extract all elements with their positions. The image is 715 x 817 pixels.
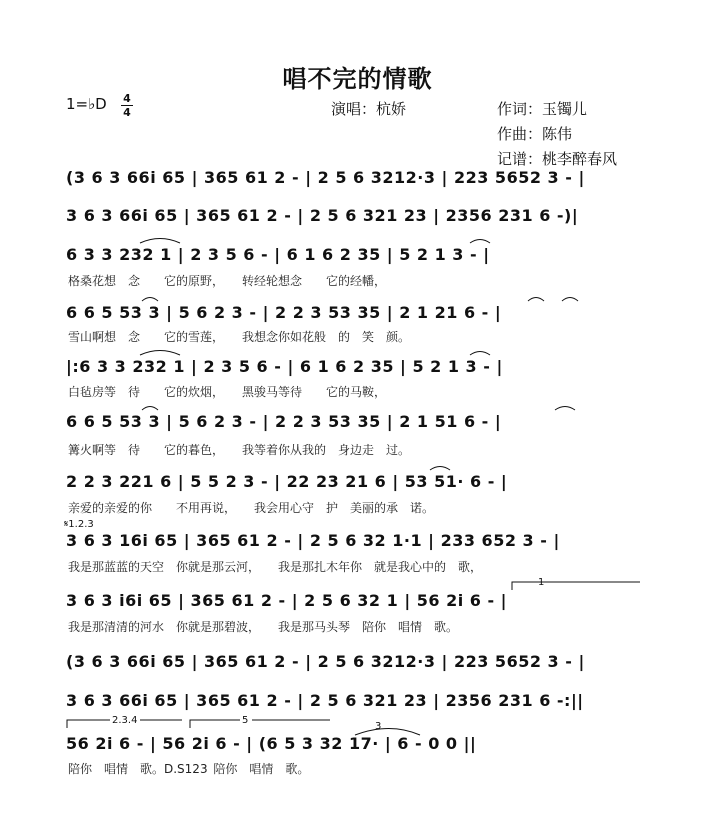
lyric-text: 陪你 唱情 歌。D.S123 陪你 唱情 歌。: [68, 762, 310, 776]
volta-five-label: 5: [242, 715, 249, 726]
triplet-label: 3: [375, 721, 382, 732]
lyric-row: 我是那清清的河水 你就是那碧波， 我是那马头琴 陪你 唱情 歌。: [68, 620, 459, 634]
notation-text: 3 6 3 16i 65 | 365 61 2 - | 2 5 6 32 1·1 | 233 652 3 - |: [66, 531, 560, 550]
lyric-row: 格桑花想 念 它的原野， 转经轮想念 它的经幡，: [68, 274, 387, 288]
notation-text: (3 6 3 66i 65 | 365 61 2 - | 2 5 6 3212·3 | 223 5652 3 - |: [66, 652, 585, 671]
notation-text: |:6 3 3 232 1 | 2 3 5 6 - | 6 1 6 2 35 | 5 2 1 3 - |: [66, 357, 503, 376]
notation-row: [66, 691, 648, 715]
segno-marker: 𝄋1.2.3: [64, 519, 94, 530]
notation-text: 6 3 3 232 1 | 2 3 5 6 - | 6 1 6 2 35 | 5 2 1 3 - |: [66, 245, 490, 264]
notation-text: 2 2 3 221 6 | 5 5 2 3 - | 22 23 21 6 | 53 51· 6 - |: [66, 472, 508, 491]
notation-text: 3 6 3 i6i 65 | 365 61 2 - | 2 5 6 32 1 | 56 2i 6 - |: [66, 591, 508, 610]
lyric-row: 我是那蓝蓝的天空 你就是那云河， 我是那扎木年你 就是我心中的 歌，: [68, 560, 483, 574]
lyric-row: 篝火啊等 待 它的暮色， 我等着你从我的 身边走 过。: [68, 443, 411, 457]
song-title: 唱不完的情歌: [282, 65, 433, 93]
notation-text: 6 6 5 53 3 | 5 6 2 3 - | 2 2 3 53 35 | 2 1 21 6 - |: [66, 303, 502, 322]
notation-text: (3 6 3 66i 65 | 365 61 2 - | 2 5 6 3212·3 | 223 5652 3 - |: [66, 168, 585, 187]
notation-row: [66, 206, 648, 230]
volta-one-label: 1: [538, 577, 545, 588]
key-text: 1=♭D: [66, 95, 107, 113]
notation-row: [66, 472, 648, 496]
notation-row: [66, 303, 648, 327]
notation-row: [66, 531, 648, 555]
notation-row: [66, 357, 648, 381]
notation-row: [66, 168, 648, 192]
lyricist-credit: 作词：玉镯儿: [497, 100, 588, 118]
notation-text: 3 6 3 66i 65 | 365 61 2 - | 2 5 6 321 23 | 2356 231 6 -:||: [66, 691, 584, 710]
notation-text: 56 2i 6 - | 56 2i 6 - | (6 5 3 32 17· | 6 - 0 0 ||: [66, 734, 477, 753]
lyric-row: [68, 760, 648, 778]
notation-row: [66, 245, 648, 269]
key-signature: [66, 95, 107, 113]
transcriber-credit: 记谱：桃李醉春风: [497, 150, 618, 168]
meter-top: 4: [123, 92, 131, 105]
notation-text: 3 6 3 66i 65 | 365 61 2 - | 2 5 6 321 23 | 2356 231 6 -)|: [66, 206, 579, 225]
notation-row: [66, 412, 648, 436]
notation-row: [66, 652, 648, 676]
notation-row: [66, 734, 648, 758]
meter-bottom: 4: [123, 106, 131, 119]
singer-credit: 演唱：杭娇: [331, 100, 407, 118]
composer-credit: 作曲：陈伟: [497, 125, 573, 143]
notation-row: [66, 591, 648, 615]
lyric-row: 亲爱的亲爱的你 不用再说， 我会用心守 护 美丽的承 诺。: [68, 501, 435, 515]
volta-234-label: 2.3.4: [112, 715, 138, 726]
lyric-row: 雪山啊想 念 它的雪莲， 我想念你如花般 的 笑 颜。: [68, 330, 411, 344]
notation-text: 6 6 5 53 3 | 5 6 2 3 - | 2 2 3 53 35 | 2 1 51 6 - |: [66, 412, 502, 431]
lyric-row: 白毡房等 待 它的炊烟， 黑骏马等待 它的马鞍，: [68, 385, 387, 399]
time-signature: [121, 93, 133, 118]
